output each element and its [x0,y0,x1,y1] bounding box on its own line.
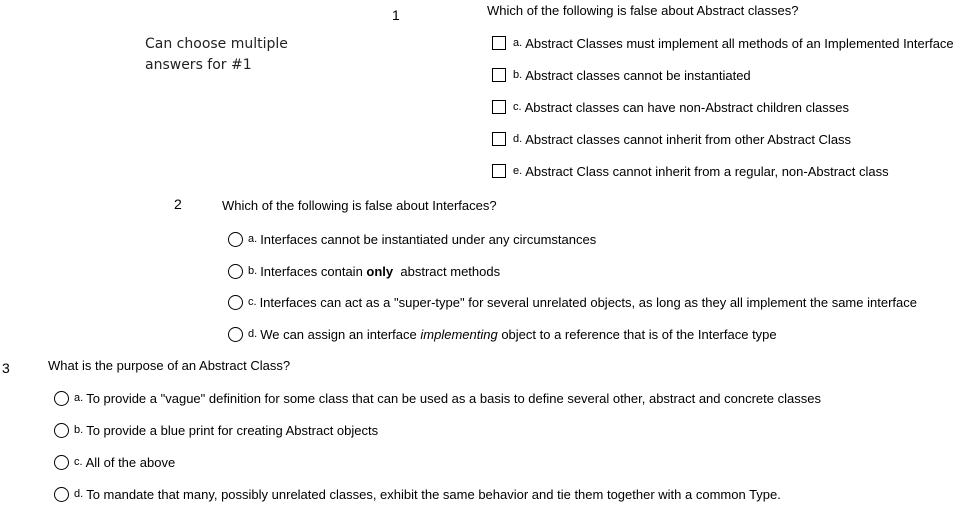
q1-option-a[interactable] [492,34,954,52]
q2-option-b-text [260,264,500,279]
q3-option-c-letter: c. [74,456,83,468]
q3-option-b[interactable] [54,421,378,439]
multiple-answers-note [145,34,315,76]
q1-option-c-checkbox[interactable] [492,100,506,114]
question-2-number: 2 [174,196,182,212]
q1-option-c-letter: c. [513,101,522,113]
q2-option-b[interactable] [228,262,500,280]
q2-option-b-radio[interactable] [228,264,243,279]
q2-option-c[interactable] [228,293,917,311]
q2-option-d-radio[interactable] [228,327,243,342]
q2-option-d-text-pre: We can assign an interface [260,326,421,342]
q2-option-c-letter: c. [248,296,257,308]
question-1-prompt: Which of the following is false about Abstract classes? [487,3,799,18]
q1-option-e-checkbox[interactable] [492,164,506,178]
q2-option-d-text-italic: implementing [420,326,498,342]
q3-option-c-text: All of the above [85,454,176,470]
q3-option-d-letter: d. [74,488,84,500]
q3-option-c-radio[interactable] [54,455,69,470]
q1-option-b-checkbox[interactable] [492,68,506,82]
q1-option-a-letter: a. [513,37,523,49]
question-1-number: 1 [392,7,400,23]
q1-option-b[interactable] [492,66,751,84]
question-3-prompt: What is the purpose of an Abstract Class? [48,358,291,373]
q2-option-b-text-bold: only [366,263,394,279]
q2-option-d-text [260,327,776,342]
question-2-prompt: Which of the following is false about Interfaces? [222,198,497,213]
q1-option-e[interactable] [492,162,889,180]
q3-option-a-radio[interactable] [54,391,69,406]
q3-option-d-radio[interactable] [54,487,69,502]
q2-option-a-radio[interactable] [228,232,243,247]
q1-option-e-letter: e. [513,165,523,177]
q1-option-d-text: Abstract classes cannot inherit from other Abstract Class [525,131,852,147]
q2-option-d[interactable] [228,325,777,343]
note-line-2: answers for #1 [145,57,252,73]
q1-option-c-text: Abstract classes can have non-Abstract children classes [524,99,849,115]
q2-option-a[interactable] [228,230,596,248]
q3-option-d[interactable] [54,485,781,503]
q1-option-c[interactable] [492,98,849,116]
question-3-number: 3 [2,360,10,376]
q2-option-d-letter: d. [248,328,258,340]
q2-option-c-text: Interfaces can act as a "super-type" for several unrelated objects, as long as they all implement the same interface [259,294,917,310]
q3-option-b-letter: b. [74,424,84,436]
q3-option-a-letter: a. [74,392,84,404]
q2-option-b-text-post: abstract methods [393,263,501,279]
q3-option-a-text: To provide a "vague" definition for some class that can be used as a basis to define several other, abstract and concrete classes [86,390,821,406]
q3-option-a[interactable] [54,389,821,407]
q1-option-a-checkbox[interactable] [492,36,506,50]
q2-option-a-text: Interfaces cannot be instantiated under any circumstances [260,231,597,247]
q1-option-d[interactable] [492,130,851,148]
q2-option-b-letter: b. [248,265,258,277]
q2-option-b-text-pre: Interfaces contain [260,263,367,279]
q2-option-a-letter: a. [248,233,258,245]
q1-option-d-letter: d. [513,133,523,145]
q3-option-b-text: To provide a blue print for creating Abstract objects [86,422,379,438]
q1-option-a-text: Abstract Classes must implement all methods of an Implemented Interface [525,35,954,51]
q2-option-d-text-post: object to a reference that is of the Interface type [497,326,777,342]
q1-option-b-letter: b. [513,69,523,81]
q3-option-b-radio[interactable] [54,423,69,438]
q1-option-e-text: Abstract Class cannot inherit from a regular, non-Abstract class [525,163,889,179]
q1-option-b-text: Abstract classes cannot be instantiated [525,67,751,83]
note-line-1: Can choose multiple [145,36,288,52]
q1-option-d-checkbox[interactable] [492,132,506,146]
q3-option-c[interactable] [54,453,175,471]
q2-option-c-radio[interactable] [228,295,243,310]
q3-option-d-text: To mandate that many, possibly unrelated classes, exhibit the same behavior and tie them together with a common Type. [86,486,781,502]
